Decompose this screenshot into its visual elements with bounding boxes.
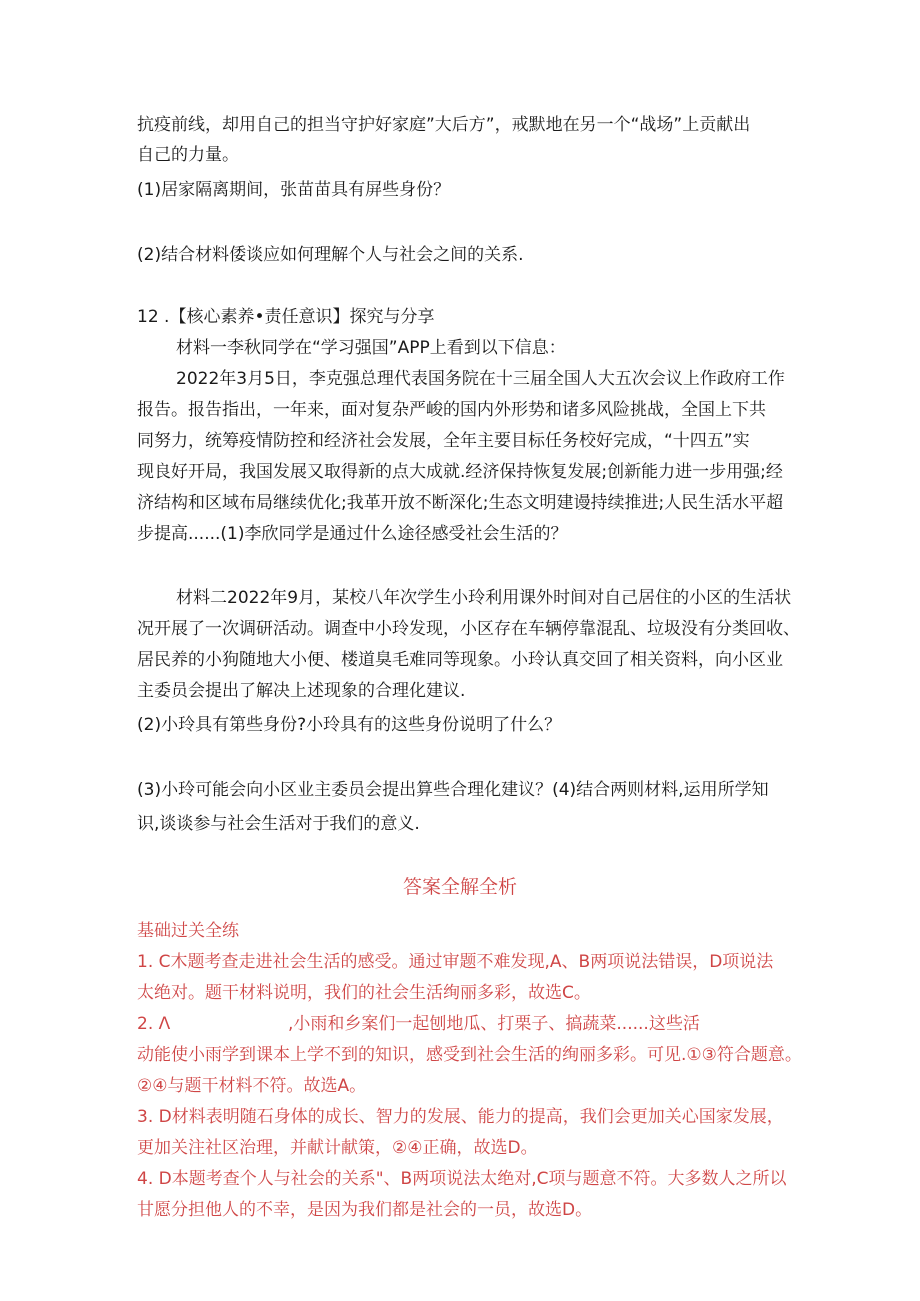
answers-section-label: 基础过关全练 [137, 921, 239, 941]
answer-3-line: 更加关注社区治理，并献计献策，②④正确，故选D。 [137, 1138, 538, 1158]
q12-material-2-line: 主委员会提出了解决上述现象的合理化建议. [137, 681, 466, 701]
answer-2-line: ②④与题干材料不符。故选A。 [137, 1076, 367, 1096]
q12-subquestion-2: (2)小玲具有第些身份?小玲具有的这些身份说明了什么？ [137, 715, 562, 735]
q12-material-2-line: 材料二2022年9月，某校八年次学生小玲利用课外时间对自己居住的小区的生活状 [176, 588, 792, 608]
answer-2-line: 动能使小雨学到课本上学不到的知识，感受到社会生活的绚丽多彩。可见.①③符合题意。 [137, 1045, 802, 1065]
answer-3-line: 3. D材料表明随石身体的成长、智力的发展、能力的提高，我们会更加关心国家发展， [137, 1107, 784, 1127]
q11-subquestion-1: (1)居家隔离期间，张苗苗具有屏些身份？ [137, 180, 451, 200]
answer-1-line: 太绝对。题干材料说明，我们的社会生活绚丽多彩，故选C。 [137, 983, 591, 1003]
q11-text-line-2: 自己的力量。 [137, 145, 239, 165]
answer-1-line: 1. C木题考查走进社会生活的感受。通过审题不难发现,A、B两项说法错误，D项说法 [137, 952, 774, 972]
q12-material-1-intro: 材料一李秋同学在“学习强国”APP上看到以下信息： [176, 338, 566, 358]
q12-material-2-line: 况开展了一次调研活动。调查中小玲发现，小区存在车辆停靠混乱、垃圾没有分类回收、 [137, 619, 800, 639]
q12-material-1-line: 同努力，统筹疫情防控和经济社会发展，全年主要目标任务校好完成，“十四五”实 [137, 431, 750, 451]
q12-material-1-line: 现良好开局，我国发展又取得新的点大成就.经济保持恢复发展;创新能力进一步用强;经 [137, 462, 783, 482]
q12-material-2-line: 居民养的小狗随地大小便、楼道臭毛难同等现象。小玲认真交回了相关资料，向小区业 [137, 650, 783, 670]
answer-4-line: 甘愿分担他人的不幸，是因为我们都是社会的一员，故选D。 [137, 1200, 593, 1220]
q11-text-line-1: 抗疫前线，却用自己的担当守护好家庭”大后方”，戒默地在另一个“战场”上贡献出 [137, 115, 751, 135]
q12-material-1-line: 报告。报告指出，一年来，面对复杂严峻的国内外形势和诸多风险挑战，全国上下共 [137, 400, 766, 420]
q12-material-1-line: 步提高......(1)李欣同学是通过什么途径感受社会生活的？ [137, 524, 568, 544]
answer-2-number: 2. Λ [137, 1014, 171, 1034]
q11-subquestion-2: (2)结合材料倭谈应如何理解个人与社会之间的关系. [137, 245, 524, 265]
answer-4-line: 4. D本题考查个人与社会的关系"、B两项说法太绝对,C项与题意不符。大多数人之所以 [137, 1169, 787, 1189]
q12-subquestion-3-4-cont: 识,谈谈参与社会生活对于我们的意义. [137, 814, 420, 834]
q12-material-1-line: 济结构和区域布局继续优化;我革开放不断深化;生态文明建谩持续推进;人民生活水平超 [137, 493, 784, 513]
q12-header: 12 .【核心素养•责任意识】探究与分享 [137, 307, 435, 327]
answers-title: 答案全解全析 [402, 876, 517, 898]
q12-subquestion-3-4: (3)小玲可能会向小区业主委员会提出算些合理化建议？(4)结合两则材料,运用所学知 [137, 780, 769, 800]
answer-2-line: ,小雨和乡案们一起刨地瓜、打栗子、搞蔬菜......这些活 [288, 1014, 700, 1034]
q12-material-1-line: 2022年3月5日，李克强总理代表国务院在十三届全国人大五次会议上作政府工作 [176, 369, 785, 389]
